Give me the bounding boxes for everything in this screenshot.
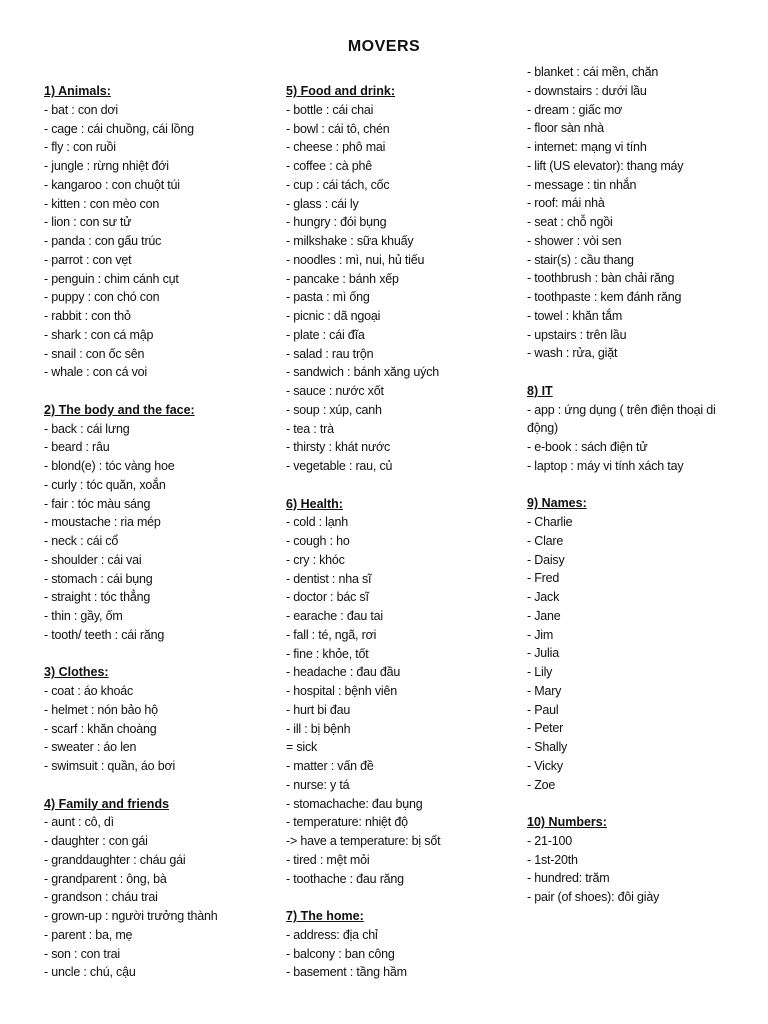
column-3 (527, 63, 742, 907)
section-spacer (527, 476, 742, 495)
vocab-item: - uncle : chú, cậu (44, 965, 136, 980)
vocab-item: - message : tin nhắn (527, 177, 637, 192)
vocab-item: - grandson : cháu trai (44, 890, 158, 905)
vocab-item: - matter : vấn đề (286, 759, 374, 773)
vocab-item: - toothache : đau răng (286, 871, 404, 886)
vocab-item: - penguin : chim cánh cụt (44, 271, 179, 286)
vocab-item: -> have a temperature: bị sốt (286, 834, 441, 848)
vocab-item: - hurt bi đau (286, 702, 351, 717)
vocab-item: - toothbrush : bàn chải răng (527, 271, 675, 286)
vocab-item: - panda : con gấu trúc (44, 234, 162, 248)
column-2 (286, 82, 511, 982)
vocab-item: - cold : lạnh (286, 515, 349, 530)
section-heading: 10) Numbers: (527, 815, 607, 829)
vocab-item: - stomachache: đau bụng (286, 796, 423, 811)
vocab-item: - moustache : ria mép (44, 515, 161, 530)
vocab-item: - son : con trai (44, 946, 120, 961)
vocab-item: - earache : đau tai (286, 609, 383, 623)
vocab-item: - straight : tóc thẳng (44, 590, 151, 605)
vocab-item: - pasta : mì ống (286, 290, 370, 305)
vocab-item: - pancake : bánh xếp (286, 271, 399, 286)
vocab-item: - floor sàn nhà (527, 121, 604, 136)
page-title: MOVERS (347, 38, 421, 55)
vocab-item: - fine : khỏe, tốt (286, 646, 369, 661)
vocab-item: - shower : vòi sen (527, 233, 622, 248)
vocab-item: - hundred: trăm (527, 871, 610, 886)
vocab-item: - swimsuit : quần, áo bơi (44, 759, 176, 773)
vocab-item: - Jane (527, 608, 561, 623)
vocab-item: - lion : con sư tử (44, 215, 132, 230)
section-spacer (44, 382, 269, 401)
vocab-item: - temperature: nhiệt độ (286, 815, 408, 830)
vocab-item: - puppy : con chó con (44, 290, 160, 305)
vocab-item: - hungry : đói bụng (286, 215, 387, 230)
vocab-item: - tired : mệt mỏi (286, 852, 370, 867)
vocab-item: - granddaughter : cháu gái (44, 852, 186, 867)
section-heading: 4) Family and friends (44, 796, 170, 811)
vocab-item: - noodles : mì, nui, hủ tiếu (286, 252, 425, 267)
vocab-item: - neck : cái cổ (44, 534, 119, 548)
vocab-item: - dentist : nha sĩ (286, 571, 372, 586)
vocab-item: - jungle : rừng nhiệt đới (44, 159, 169, 173)
vocab-item: - Jim (527, 627, 554, 642)
vocab-item: - wash : rửa, giặt (527, 346, 618, 361)
vocab-item: - daughter : con gái (44, 834, 148, 848)
vocab-item: - basement : tầng hầm (286, 965, 407, 980)
section-heading: 3) Clothes: (44, 665, 109, 680)
vocab-item: - Peter (527, 721, 564, 736)
vocab-item: - plate : cái đĩa (286, 327, 365, 342)
vocab-item: - grown-up : người trưởng thành (44, 909, 218, 923)
vocab-item: - grandparent : ông, bà (44, 871, 167, 886)
vocab-item: - thin : gầy, ốm (44, 609, 123, 623)
vocab-item: - parent : ba, mẹ (44, 927, 133, 942)
section-heading: 8) IT (527, 383, 553, 398)
vocab-item: - beard : râu (44, 440, 110, 455)
vocab-item: - vegetable : rau, củ (286, 459, 393, 473)
vocab-item: - shark : con cá mập (44, 327, 154, 342)
section-spacer (44, 645, 269, 664)
section-spacer (286, 476, 511, 495)
vocab-item: - e-book : sách điện tử (527, 440, 648, 454)
vocab-item: - snail : con ốc sên (44, 346, 145, 361)
vocab-item: - ill : bị bệnh (286, 721, 351, 736)
section-heading: 1) Animals: (44, 84, 111, 98)
section-spacer (527, 363, 742, 382)
vocab-item: - milkshake : sữa khuấy (286, 234, 414, 248)
vocab-item: - balcony : ban công (286, 946, 395, 961)
vocab-item: - headache : đau đầu (286, 665, 401, 680)
vocab-item: - kitten : con mèo con (44, 196, 160, 211)
vocab-item: - Clare (527, 533, 564, 548)
vocab-item: - Zoe (527, 777, 556, 792)
vocab-item: - rabbit : con thỏ (44, 309, 131, 323)
vocab-item: - aunt : cô, dì (44, 815, 114, 830)
section-heading: 2) The body and the face: (44, 402, 195, 417)
section-heading: 7) The home: (286, 909, 364, 923)
vocab-item: - picnic : dã ngoại (286, 309, 381, 323)
vocab-item: - app : ứng dụng ( trên điện thoại di động) (527, 402, 716, 436)
vocab-item: - shoulder : cái vai (44, 552, 142, 567)
vocab-item: - cage : cái chuồng, cái lồng (44, 121, 194, 136)
vocab-item: - soup : xúp, canh (286, 402, 382, 417)
section-heading: 9) Names: (527, 496, 587, 511)
section-heading: 5) Food and drink: (286, 84, 396, 98)
vocab-item: - glass : cái ly (286, 196, 359, 211)
vocab-item: - fair : tóc màu sáng (44, 496, 151, 511)
vocab-item: - 21-100 (527, 833, 572, 848)
vocab-item: - fly : con ruồi (44, 140, 116, 155)
vocab-item: - roof: mái nhà (527, 196, 605, 211)
vocab-item: - nurse: y tá (286, 777, 350, 792)
vocab-item: - toothpaste : kem đánh răng (527, 290, 682, 304)
column-1 (44, 82, 269, 982)
vocab-item: - back : cái lưng (44, 421, 130, 436)
vocab-item: - scarf : khăn choàng (44, 721, 157, 736)
vocab-item: - salad : rau trộn (286, 346, 374, 361)
vocab-item: - pair (of shoes): đôi giày (527, 890, 660, 904)
vocab-item: - cheese : phô mai (286, 140, 386, 155)
vocab-item: - curly : tóc quăn, xoắn (44, 477, 166, 492)
vocab-item: - seat : chỗ ngồi (527, 215, 613, 229)
vocab-item: - blond(e) : tóc vàng hoe (44, 459, 175, 473)
vocab-item: = sick (286, 740, 318, 755)
vocab-item: - downstairs : dưới lầu (527, 83, 647, 98)
vocab-item: - Mary (527, 683, 562, 698)
vocab-item: - tooth/ teeth : cái răng (44, 627, 165, 642)
vocab-item: - Jack (527, 590, 560, 604)
vocab-item: - bat : con dơi (44, 102, 118, 117)
vocab-item: - thirsty : khát nước (286, 440, 391, 455)
vocab-item: - cup : cái tách, cốc (286, 177, 390, 192)
section-spacer (286, 888, 511, 907)
vocab-item: - 1st-20th (527, 852, 578, 867)
vocab-item: - dream : giấc mơ (527, 102, 623, 117)
vocab-item: - Charlie (527, 515, 573, 529)
vocab-item: - coffee : cà phê (286, 159, 373, 173)
vocab-item: - cough : ho (286, 534, 350, 548)
vocab-item: - stomach : cái bụng (44, 571, 153, 586)
vocab-item: - Julia (527, 646, 559, 661)
vocab-item: - helmet : nón bảo hộ (44, 702, 158, 717)
vocab-item: - Lily (527, 665, 553, 679)
vocab-item: - towel : khăn tắm (527, 308, 623, 323)
vocab-item: - coat : áo khoác (44, 684, 134, 698)
vocab-item: - bottle : cái chai (286, 102, 374, 117)
vocab-item: - sandwich : bánh xăng uých (286, 365, 440, 380)
vocab-item: - Vicky (527, 758, 563, 773)
vocab-item: - lift (US elevator): thang máy (527, 158, 684, 173)
vocab-item: - bowl : cái tô, chén (286, 121, 390, 136)
vocab-item: - stair(s) : cầu thang (527, 252, 634, 267)
vocab-item: - Paul (527, 702, 559, 717)
vocab-item: - sweater : áo len (44, 740, 137, 755)
section-spacer (44, 776, 269, 795)
section-spacer (527, 794, 742, 813)
section-heading: 6) Health: (286, 496, 343, 511)
vocab-item: - internet: mạng vi tính (527, 140, 647, 154)
vocab-item: - Shally (527, 740, 568, 754)
vocab-item: - doctor : bác sĩ (286, 590, 369, 605)
vocab-item: - fall : té, ngã, rơi (286, 627, 377, 642)
vocab-item: - Fred (527, 571, 560, 586)
vocab-item: - whale : con cá voi (44, 365, 147, 380)
vocab-item: - hospital : bệnh viên (286, 684, 397, 698)
vocab-item: - tea : trà (286, 421, 334, 436)
vocab-item: - blanket : cái mền, chăn (527, 65, 659, 79)
vocab-item: - cry : khóc (286, 552, 345, 567)
vocab-item: - address: địa chỉ (286, 927, 378, 942)
vocab-item: - parrot : con vẹt (44, 252, 132, 267)
vocab-item: - Daisy (527, 552, 565, 567)
vocab-item: - laptop : máy vi tính xách tay (527, 458, 684, 473)
vocab-item: - upstairs : trên lầu (527, 327, 627, 342)
vocab-item: - sauce : nước xốt (286, 384, 384, 398)
vocab-item: - kangaroo : con chuột túi (44, 177, 180, 192)
